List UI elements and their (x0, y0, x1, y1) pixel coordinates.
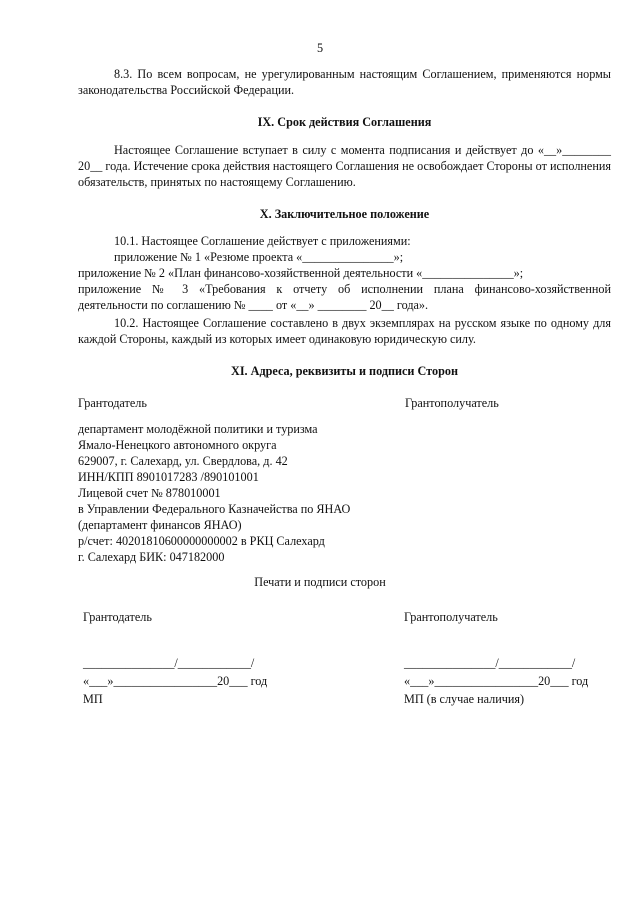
grantor-date-line: «___»_________________20___ год (83, 674, 268, 688)
clause-10-1-intro: 10.1. Настоящее Соглашение действует с приложениями: (114, 234, 411, 248)
grantee-label: Грантополучатель (405, 396, 499, 410)
clause-10-2: 10.2. Настоящее Соглашение составлено в двух экземплярах на русском языке по одному для каждой Стороны, каждый из которых имеет одинаковую юридическую силу. (78, 316, 611, 346)
grantee-stamp-label: МП (в случае наличия) (404, 692, 525, 706)
annex-3-line-1: приложение № 3 «Требования к отчету об исполнении плана финансово-хозяйственной (78, 282, 611, 296)
grantor-detail-line: Лицевой счет № 878010001 (78, 486, 221, 500)
annex-2: приложение № 2 «План финансово-хозяйственной деятельности «_______________»; (78, 266, 524, 280)
grantor-signature-line: _______________/____________/ (83, 656, 255, 670)
sign-grantee-label: Грантополучатель (404, 610, 498, 624)
grantor-detail-line: (департамент финансов ЯНАО) (78, 518, 242, 532)
grantor-detail-line: департамент молодёжной политики и туризма (78, 422, 318, 436)
grantor-detail-line: 629007, г. Салехард, ул. Свердлова, д. 42 (78, 454, 288, 468)
annex-1: приложение № 1 «Резюме проекта «_______________»; (114, 250, 404, 264)
annex-3-line-2: деятельности по соглашению № ____ от «__» ________ 20__ года». (78, 298, 429, 312)
clause-8-3: 8.3. По всем вопросам, не урегулированным настоящим Соглашением, применяются нормы законодательства Российской Федерации. (78, 67, 611, 97)
grantor-detail-line: г. Салехард БИК: 047182000 (78, 550, 225, 564)
sign-grantor-label: Грантодатель (83, 610, 152, 624)
grantee-signature-line: _______________/____________/ (404, 656, 576, 670)
grantor-details (78, 421, 350, 565)
section-heading-xi: XI. Адреса, реквизиты и подписи Сторон (231, 364, 458, 378)
grantor-detail-line: р/счет: 40201810600000000002 в РКЦ Салехард (78, 534, 325, 548)
page-number: 5 (316, 41, 324, 55)
section-heading-ix: IX. Срок действия Соглашения (257, 115, 432, 129)
grantee-date-line: «___»_________________20___ год (404, 674, 589, 688)
grantor-detail-line: Ямало-Ненецкого автономного округа (78, 438, 277, 452)
grantor-detail-line: в Управлении Федерального Казначейства по ЯНАО (78, 502, 351, 516)
grantor-stamp-label: МП (83, 692, 103, 706)
clause-9: Настоящее Соглашение вступает в силу с момента подписания и действует до «__»________ 20__ года. Истечение срока действия настоящего Соглашения не освобождает Стороны от исполнения обязательств, принятых по настоящему Соглашению. (78, 143, 611, 189)
section-heading-x: X. Заключительное положение (259, 207, 430, 221)
seals-title: Печати и подписи сторон (254, 575, 386, 589)
clause-10 (78, 233, 611, 313)
grantor-detail-line: ИНН/КПП 8901017283 /890101001 (78, 470, 259, 484)
grantor-label: Грантодатель (78, 396, 147, 410)
